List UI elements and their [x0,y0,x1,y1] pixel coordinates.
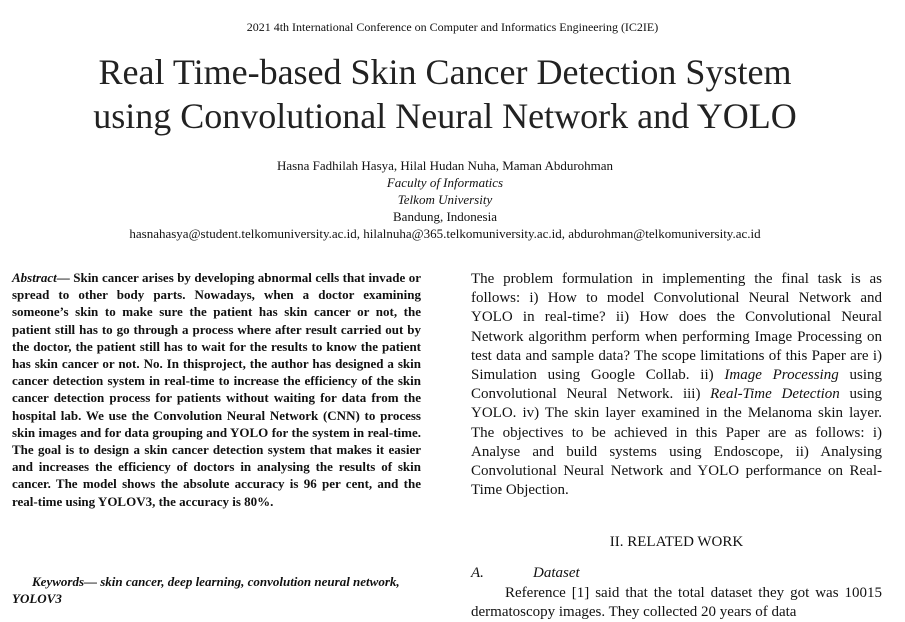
section-heading-related-work: II. RELATED WORK [609,534,744,550]
title-line-2: using Convolutional Neural Network and YOLO [93,96,797,136]
author-block [0,157,890,242]
emails: hasnahasya@student.telkomuniversity.ac.id, hilalnuha@365.telkomuniversity.ac.id, abdurohman@telkomuniversity.ac.id [129,226,761,241]
city: Bandung, Indonesia [393,209,497,224]
subsection-number: A. [471,565,484,581]
faculty: Faculty of Informatics [386,175,504,190]
conference-header: 2021 4th International Conference on Computer and Informatics Engineering (IC2IE) [246,20,659,34]
keywords: Keywords— skin cancer, deep learning, convolution neural network, YOLOV3 [12,574,400,606]
problem-formulation-paragraph: The problem formulation in implementing the final task is as follows: i) How to model Convolutional Neural Network and YOLO in real-time? ii) How does the Convolutional Neural Network algorithm perform when performing Image Processing on test data and sample data? The scope limitations of this Paper are i) Simulation using Google Collab. ii) Image Processing using Convolutional Neural Network. iii) Real-Time Detection using YOLO. iv) The skin layer examined in the Melanoma skin layer. The objectives to be achieved in this Paper are as follows: i) Analyse and build systems using Endoscope, ii) Analysing Convolutional Neural Network and YOLO performance on Real-Time Objection. [471,271,882,499]
abstract-text: — Skin cancer arises by developing abnormal cells that invade or spread to other body parts. Nowadays, when a doctor examining someone’s skin to make sure the patient has skin cancer or not, the patient still has to go through a process where after result carried out by the doctor, the patient still has to wait for the results to know the patient has skin cancer or not. No. In thisproject, the author has designed a skin cancer detection system in real-time to increase the efficiency of the skin cancer detection process for patients without waiting for data from the hospital lab. We use the Convolution Neural Network (CNN) to process skin images and for data grouping and YOLO for the system in real-time. The goal is to design a skin cancer detection system that makes it easier and increases the efficiency of doctors in analysing the results of skin cancer. The model shows the absolute accuracy is 96 per cent, and the real-time using YOLOV3, the accuracy is 80%. [12,270,421,509]
university: Telkom University [397,192,493,207]
image-processing-term: Image Processing [724,367,839,384]
author-names: Hasna Fadhilah Hasya, Hilal Hudan Nuha, Maman Abdurohman [276,158,614,173]
subsection-title: Dataset [533,565,580,581]
dataset-paragraph: Reference [1] said that the total dataset they got was 10015 dermatoscopy images. They collected 20 years of data [471,585,882,621]
real-time-detection-term: Real-Time Detection [710,386,840,403]
paper-title [0,50,890,138]
abstract [12,269,421,510]
abstract-label: Abstract [12,270,57,285]
subsection-heading-dataset [471,565,580,582]
title-line-1: Real Time-based Skin Cancer Detection System [98,52,792,92]
